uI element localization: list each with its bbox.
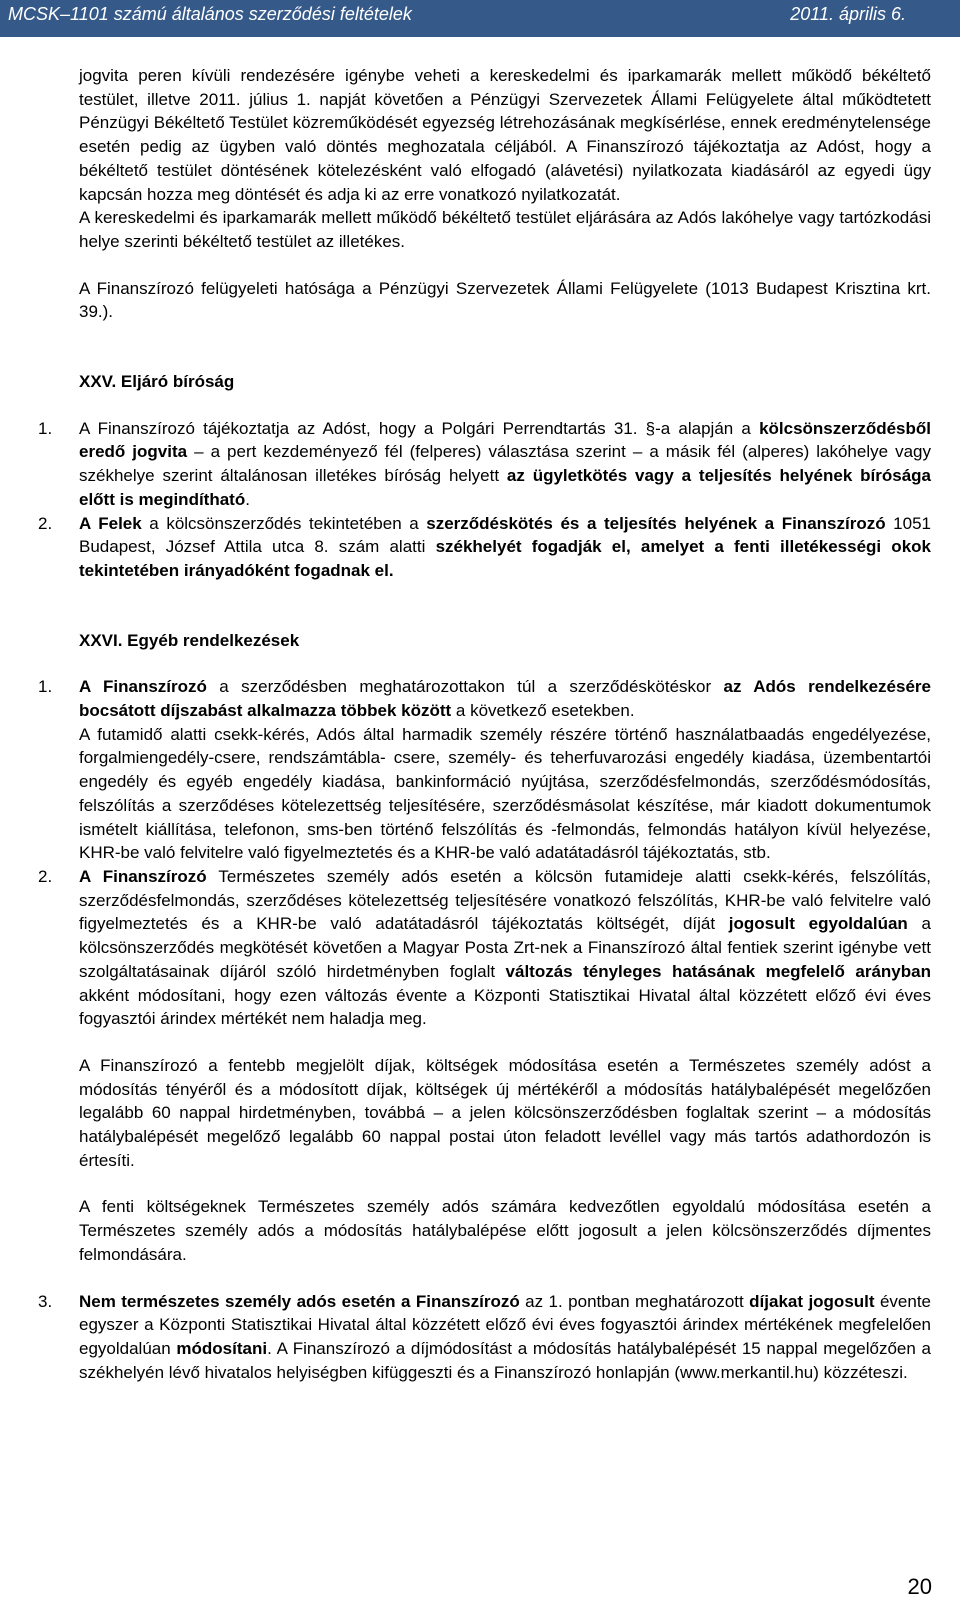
section-heading-xxv: XXV. Eljáró bíróság xyxy=(79,372,235,392)
list-number: 1. xyxy=(38,418,53,438)
list-number: 1. xyxy=(38,677,53,697)
header-date: 2011. április 6. xyxy=(790,4,906,24)
list-item-xxvi-2: 2. A Finanszírozó Természetes személy adós esetén a kölcsön futamideje alatti csekk-kérés, felszólítás, szerződésfelmondás, szerződéses kötelezettség teljesítésére vonatkozó felszólítás, KHR-be való felvitelre való figyelmeztetés és a KHR-be való adatátadásról tájékoztatás költségét, díját jogosult egyoldalúan a kölcsönszerződés megkötését követően a Magyar Posta Zrt-nek a Finanszírozó által fentiek szerint igénybe vett szolgáltatásainak díjáról szóló hirdetményben foglalt változás tényleges hatásának megfelelő arányban akként módosítani, hogy ezen változás évente a Központi Statisztikai Hivatal által közzétett előző évi éves fogyasztói árindex mértékét nem haladja meg. A Finanszírozó a fentebb megjelölt díjak, költségek módosítása esetén a Természetes személy adóst a módosítás tényéről és a módosított díjak, költségek új mértékéről a módosítás hatálybalépését megelőzően legalább 60 nappal hirdetményben, továbbá – a jelen kölcsönszerződésben foglaltak szerint – a módosítás hatálybalépését megelőző legalább 60 nappal postai úton feladott levéllel vagy más tartós adathordozón is értesíti. A fenti költségeknek Természetes személy adós számára kedvezőtlen egyoldalú módosítása esetén a Természetes személy adós a módosítás hatálybalépése előtt jogosult a jelen kölcsönszerződés díjmentes felmondására. xyxy=(79,865,931,1267)
list-item-xxvi-3: 3. Nem természetes személy adós esetén a Finanszírozó az 1. pontban meghatározott díjakat jogosult évente egyszer a Központi Statisztikai Hivatal által közzétett előző évi éves fogyasztói árindex mértékének megfelelően egyoldalúan módosítani. A Finanszírozó a díjmódosítást a módosítás hatálybalépését 15 nappal megelőzően a székhelyén lévő hivatalos helyiségben kifüggeszti és a Finanszírozó honlapján (www.merkantil.hu) közzéteszi. xyxy=(38,1291,932,1382)
page-number: 20 xyxy=(907,1574,932,1599)
paragraph-chamber-committee: A kereskedelmi és iparkamarák mellett működő békéltető testület eljárására az Adós lakóhelye vagy tartózkodási helye szerinti békéltető testület az illetékes. xyxy=(79,208,931,251)
section-heading-xxvi: XXVI. Egyéb rendelkezések xyxy=(79,630,300,650)
list-number: 2. xyxy=(38,866,53,886)
paragraph-fee-notification: A Finanszírozó a fentebb megjelölt díjak, költségek módosítása esetén a Természetes személy adóst a módosítás tényéről és a módosított díjak, költségek új mértékéről a módosítás hatálybalépését megelőzően legalább 60 nappal hirdetményben, továbbá – a jelen kölcsönszerződésben foglaltak szerint – a módosítás hatálybalépését megelőző legalább 60 nappal postai úton feladott levéllel vagy más tartós adathordozón is értesíti. xyxy=(79,1055,931,1170)
paragraph-termination-right: A fenti költségeknek Természetes személy adós számára kedvezőtlen egyoldalú módosítása esetén a Természetes személy adós a módosítás hatálybalépése előtt jogosult a jelen kölcsönszerződés díjmentes felmondására. xyxy=(79,1197,931,1264)
paragraph-supervisory-authority: A Finanszírozó felügyeleti hatósága a Pénzügyi Szervezetek Állami Felügyelete (1013 Budapest Krisztina krt. 39.). xyxy=(79,278,931,322)
list-item-xxv-2: 2. A Felek a kölcsönszerződés tekintetében a szerződéskötés és a teljesítés helyének a Finanszírozó 1051 Budapest, József Attila utca 8. szám alatti székhelyét fogadják el, amelyet a fenti illetékességi okok tekintetében irányadóként fogadnak el. xyxy=(38,513,931,580)
list-number: 2. xyxy=(38,513,53,533)
list-item-xxv-1: 1. A Finanszírozó tájékoztatja az Adóst, hogy a Polgári Perrendtartás 31. §-a alapján a kölcsönszerződésből eredő jogvita – a pert kezdeményező fél (felperes) választása szerint – a másik fél (alperes) lakóhelye vagy székhelye szerint általánosan illetékes bíróság helyett az ügyletkötés vagy a teljesítés helyének bírósága előtt is megindítható. xyxy=(38,418,931,509)
list-item-xxvi-1: 1. A Finanszírozó a szerződésben meghatározottakon túl a szerződéskötéskor az Adós rendelkezésére bocsátott díjszabást alkalmazza többek között a következő esetekben. A futamidő alatti csekk-kérés, Adós által harmadik személy részére történő használatbaadás engedélyezése, forgalmiengedély-csere, rendszámtábla- csere, személy- és teherfuvarozási engedély kiadása, üzembentartói engedély és egyéb engedély kiadása, bankinformáció nyújtása, szerződésfelmondás, szerződésmódosítás, felszólítás a szerződéses kötelezettség teljesítésére, szerződésmásolat készítése, már kiadott dokumentumok ismételt kiállítása, telefonon, sms-ben történő felszólítás és -felmondás, felmondás hatályon kívül helyezése, KHR-be való felvitelre való figyelmeztetés és a KHR-be való adatátadásról tájékoztatás, stb. xyxy=(79,675,931,865)
list-number: 3. xyxy=(38,1291,53,1311)
paragraph-fee-cases: A futamidő alatti csekk-kérés, Adós által harmadik személy részére történő használatbaadás engedélyezése, forgalmiengedély-csere, rendszámtábla- csere, személy- és teherfuvarozási engedély kiadása, üzembentartói engedély és egyéb engedély kiadása, bankinformáció nyújtása, szerződésfelmondás, szerződésmódosítás, felszólítás a szerződéses kötelezettség teljesítésére, szerződésmásolat készítése, már kiadott dokumentumok ismételt kiállítása, telefonon, sms-ben történő felszólítás és -felmondás, felmondás hatályon kívül helyezése, KHR-be való felvitelre való figyelmeztetés és a KHR-be való adatátadásról tájékoztatás, stb. xyxy=(79,724,931,863)
page-header xyxy=(0,0,960,37)
paragraph-dispute-resolution: jogvita peren kívüli rendezésére igénybe veheti a kereskedelmi és iparkamarák mellett működő békéltető testület, illetve 2011. július 1. napját követően a Pénzügyi Szervezetek Állami Felügyelete által működtetett Pénzügyi Békéltető Testület közreműködését egyezség létrehozásának megkísérlése, ennek eredménytelensége esetén pedig az ügyben való döntés meghozatala céljából. A Finanszírozó tájékoztatja az Adóst, hogy a békéltető testület döntésének kötelezésként való elfogadó (alávetési) nyilatkozata kiadásáról az egyedi ügy kapcsán hozza meg döntését és adja ki az erre vonatkozó nyilatkozatát. xyxy=(79,66,931,204)
document-body xyxy=(38,64,932,1384)
header-document-title: MCSK–1101 számú általános szerződési feltételek xyxy=(8,4,412,24)
